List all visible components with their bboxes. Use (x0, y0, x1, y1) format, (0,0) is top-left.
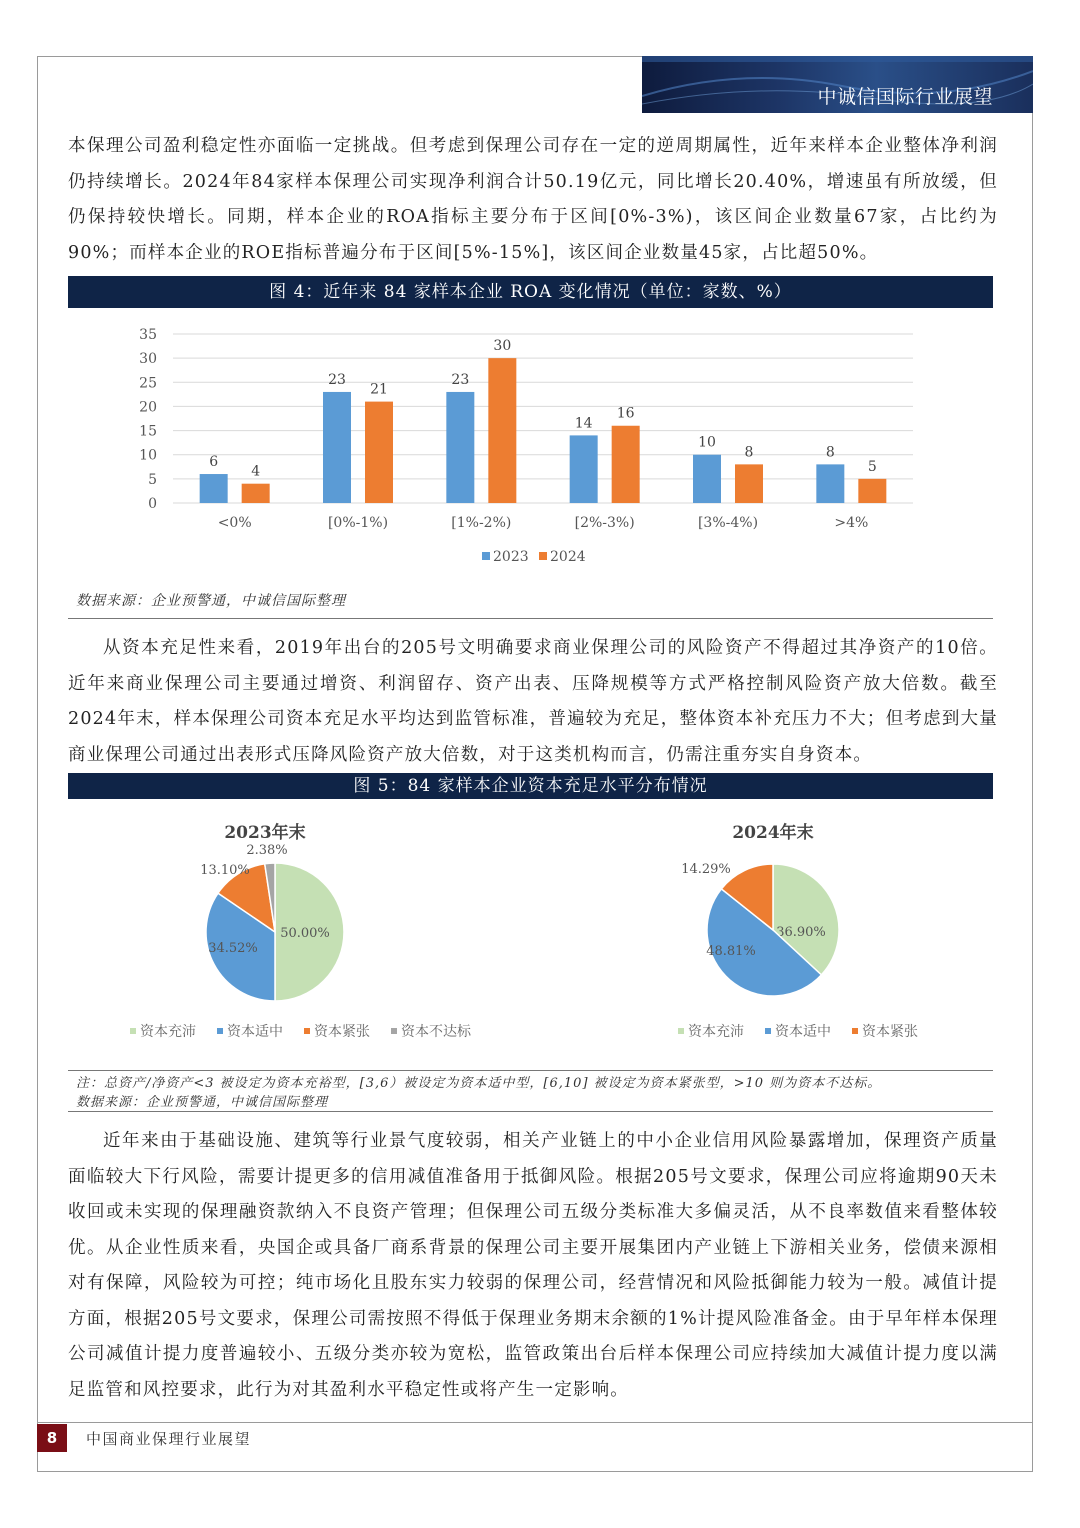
bar-2024 (242, 484, 270, 503)
y-tick-label: 5 (148, 471, 157, 488)
divider (68, 618, 993, 619)
bar-2023 (816, 464, 844, 503)
bar-value-label: 30 (493, 338, 512, 355)
bar-value-label: 14 (574, 415, 593, 432)
bar-2024 (735, 464, 763, 503)
y-tick-label: 30 (139, 351, 157, 368)
x-tick-label: [1%-2%) (451, 515, 512, 531)
bar-2023 (200, 474, 228, 503)
bar-value-label: 21 (370, 381, 388, 398)
bar-2024 (365, 402, 393, 503)
figure-4-title: 图 4：近年来 84 家样本企业 ROA 变化情况（单位：家数、%） (68, 276, 993, 308)
x-tick-label: [3%-4%) (697, 515, 759, 531)
x-tick-label: [0%-1%) (327, 515, 389, 531)
pie-slice-label: 36.90% (776, 925, 826, 940)
legend-label: 资本紧张 (862, 1024, 918, 1040)
bar-2023 (693, 455, 721, 503)
legend-label: 2024 (550, 549, 586, 565)
bar-2023 (570, 435, 598, 503)
paragraph-2: 从资本充足性来看，2019年出台的205号文明确要求商业保理公司的风险资产不得超过其净资产的10倍。近年来商业保理公司主要通过增资、利润留存、资产出表、压降规模等方式严格控制风险资产放大倍数。截至2024年末，样本保理公司资本充足水平均达到监管标准，普遍较为充足，整体资本补充压力不大；但考虑到大量商业保理公司通过出表形式压降风险资产放大倍数，对于这类机构而言，仍需注重夯实自身资本。 (68, 638, 998, 765)
pie-slice-label: 14.29% (681, 862, 731, 877)
divider (68, 1111, 993, 1112)
bar-value-label: 4 (251, 463, 261, 480)
legend-swatch (217, 1028, 223, 1034)
bar-value-label: 8 (825, 444, 835, 461)
footer-text: 中国商业保理行业展望 (86, 1430, 252, 1448)
y-tick-label: 35 (139, 327, 157, 343)
header-title: 中诚信国际行业展望 (817, 86, 993, 108)
y-tick-label: 0 (148, 496, 157, 512)
x-tick-label: [2%-3%) (574, 515, 635, 531)
x-tick-label: >4% (834, 515, 869, 531)
legend-label: 资本充沛 (688, 1024, 744, 1040)
pie-slice-label: 13.10% (200, 863, 250, 878)
legend-label: 资本适中 (775, 1024, 831, 1040)
y-tick-label: 15 (139, 423, 157, 440)
legend-swatch (765, 1028, 771, 1034)
divider (68, 1070, 993, 1071)
bar-value-label: 10 (698, 434, 716, 451)
legend-label: 资本充沛 (140, 1024, 196, 1040)
legend-swatch (391, 1028, 397, 1034)
bar-value-label: 23 (328, 371, 346, 388)
bar-value-label: 6 (209, 454, 219, 471)
bar-2024 (858, 479, 886, 503)
legend-label: 资本适中 (227, 1024, 283, 1040)
paragraph-3: 近年来由于基础设施、建筑等行业景气度较弱，相关产业链上的中小企业信用风险暴露增加，保理资产质量面临较大下行风险，需要计提更多的信用减值准备用于抵御风险。根据205号文要求，保理公司应将逾期90天未收回或未实现的保理融资款纳入不良资产管理；但保理公司五级分类标准大多偏灵活，从不良率数值来看整体较优。从企业性质来看，央国企或具备厂商系背景的保理公司主要开展集团内产业链上下游相关业务，偿债来源相对有保障，风险较为可控；纯市场化且股东实力较弱的保理公司，经营情况和风险抵御能力较为一般。减值计提方面，根据205号文要求，保理公司需按照不得低于保理业务期末余额的1%计提风险准备金。由于早年样本保理公司减值计提力度普遍较小、五级分类亦较为宽松，监管政策出台后样本保理公司应持续加大减值计提力度以满足监管和风控要求，此行为对其盈利水平稳定性或将产生一定影响。 (68, 1131, 998, 1400)
bar-2023 (323, 392, 351, 503)
bar-value-label: 8 (744, 444, 754, 461)
header-banner (642, 56, 1033, 113)
page-number: 8 (37, 1424, 67, 1452)
legend-label: 资本紧张 (314, 1024, 370, 1040)
paragraph-1: 本保理公司盈利稳定性亦面临一定挑战。但考虑到保理公司存在一定的逆周期属性，近年来样本企业整体净利润仍持续增长。2024年84家样本保理公司实现净利润合计50.19亿元，同比增长20.40%，增速虽有所放缓，但仍保持较快增长。同期，样本企业的ROA指标主要分布于区间[0%-3%)，该区间企业数量67家，占比约为90%；而样本企业的ROE指标普遍分布于区间[5%-15%]，该区间企业数量45家，占比超50%。 (68, 136, 998, 263)
roa-bar-chart (68, 320, 993, 580)
pie-slice-label: 34.52% (208, 941, 258, 956)
pie-title: 2024年末 (732, 823, 814, 843)
bar-2024 (612, 426, 640, 503)
bar-2023 (446, 392, 474, 503)
footer-line (37, 1422, 1033, 1423)
legend-swatch (482, 552, 490, 560)
pie-slice-label: 50.00% (280, 926, 330, 941)
figure-5-title: 图 5：84 家样本企业资本充足水平分布情况 (68, 773, 993, 799)
figure-4-source: 数据来源：企业预警通，中诚信国际整理 (76, 593, 346, 609)
legend-swatch (130, 1028, 136, 1034)
bar-value-label: 23 (451, 371, 470, 388)
bar-2024 (488, 358, 516, 503)
x-tick-label: <0% (217, 515, 252, 531)
legend-label: 资本不达标 (401, 1024, 471, 1040)
bar-value-label: 16 (616, 405, 635, 422)
legend-label: 2023 (493, 549, 529, 565)
pie-slice-label: 2.38% (246, 843, 288, 858)
legend-swatch (539, 552, 547, 560)
y-tick-label: 25 (139, 375, 157, 392)
bar-value-label: 5 (867, 458, 877, 475)
pie-title: 2023年末 (224, 823, 306, 843)
figure-5-source: 数据来源：企业预警通，中诚信国际整理 (76, 1095, 329, 1110)
pie-slice-label: 48.81% (706, 944, 756, 959)
legend-swatch (304, 1028, 310, 1034)
legend-swatch (852, 1028, 858, 1034)
capital-pie-charts (68, 812, 993, 1067)
y-tick-label: 10 (139, 447, 157, 464)
figure-5-note: 注：总资产/净资产<3 被设定为资本充裕型，[3,6）被设定为资本适中型，[6,10] 被设定为资本紧张型，>10 则为资本不达标。 (76, 1076, 882, 1091)
legend-swatch (678, 1028, 684, 1034)
y-tick-label: 20 (139, 399, 157, 416)
